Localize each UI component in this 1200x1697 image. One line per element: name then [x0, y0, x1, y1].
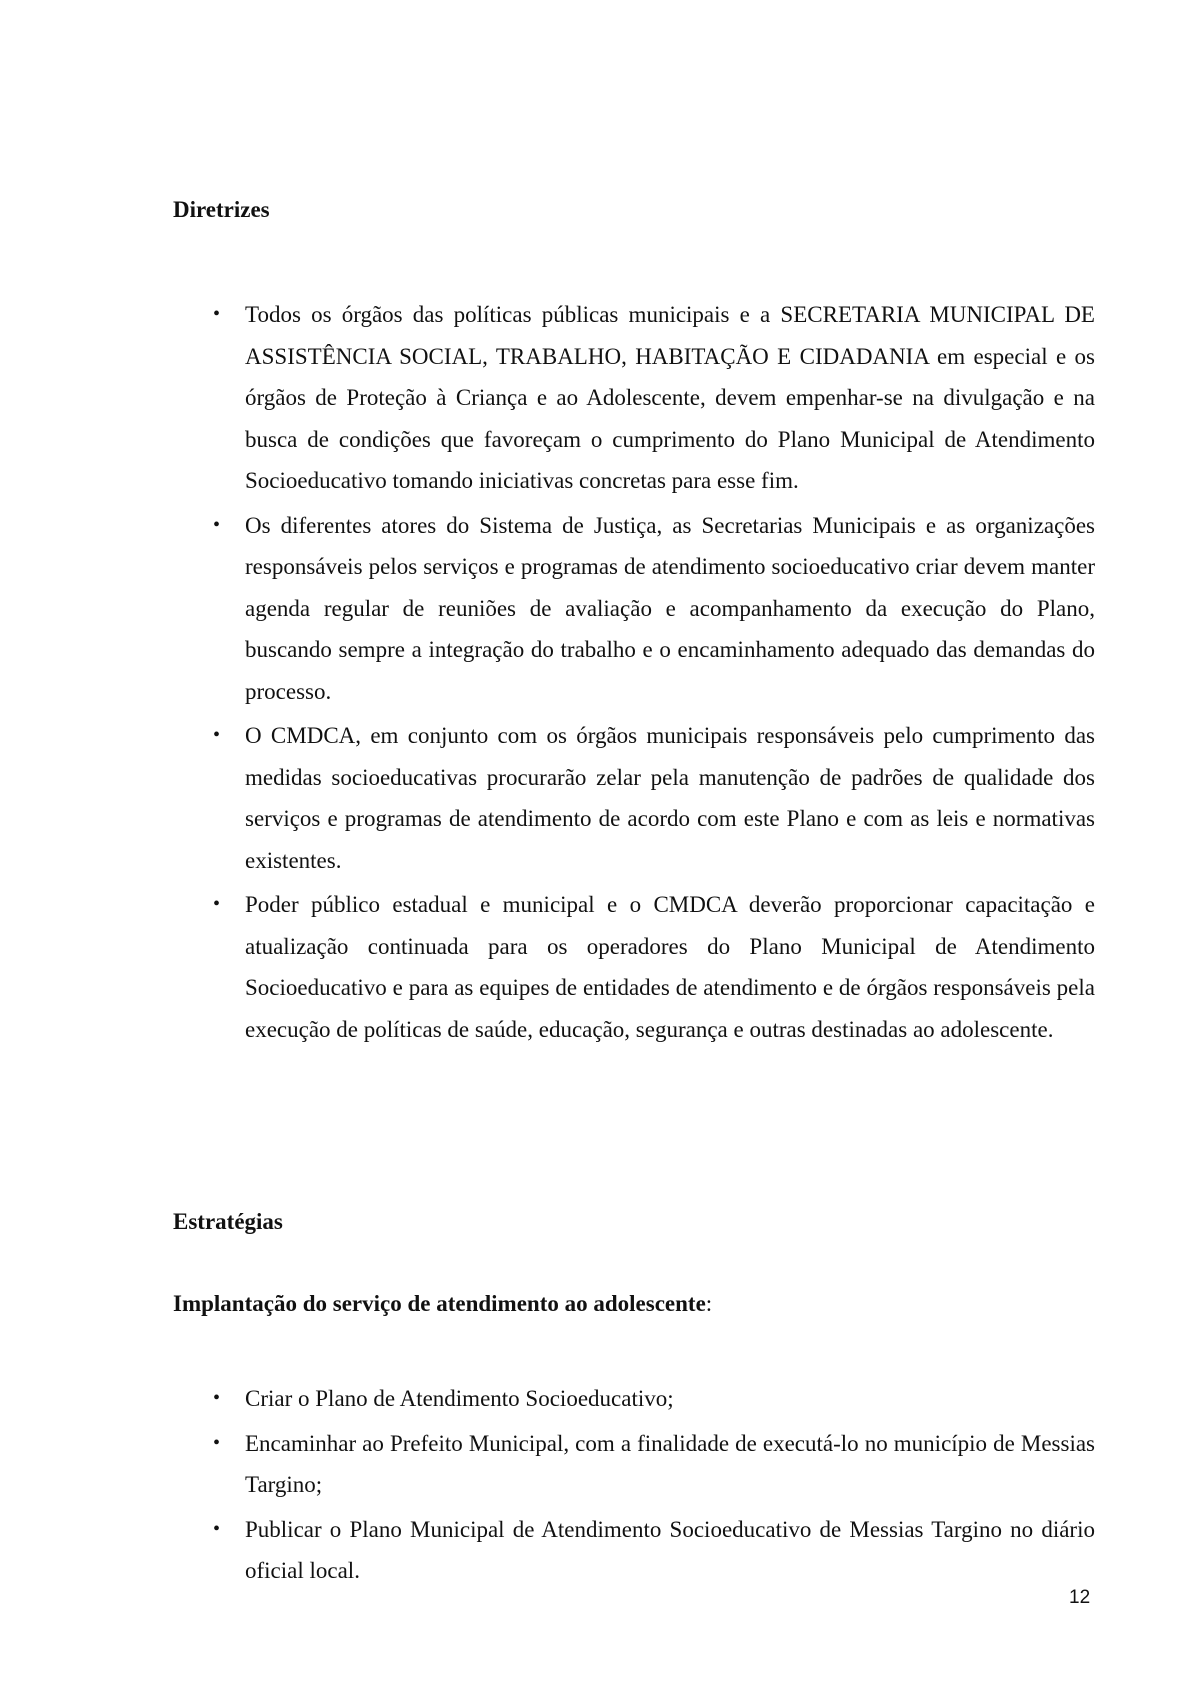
section-heading-estrategias: Estratégias [173, 1209, 283, 1234]
bullet-icon: • [213, 1387, 221, 1409]
list-item-text: Os diferentes atores do Sistema de Justiça, as Secretarias Municipais e as organizações responsáveis pelos serviços e programas de atendimento socioeducativo criar devem manter agenda regular de reuniões de avaliação e acompanhamento da execução do Plano, buscando sempre a integração do trabalho e o encaminhamento adequado das demandas do processo. [245, 512, 1095, 704]
list-item [173, 1378, 1095, 1420]
subsection-heading-text: Implantação do serviço de atendimento ao adolescente [173, 1291, 706, 1316]
list-item-text: Todos os órgãos das políticas públicas municipais e a SECRETARIA MUNICIPAL DE ASSISTÊNCIA SOCIAL, TRABALHO, HABITAÇÃO E CIDADANIA em especial e os órgãos de Proteção à Criança e ao Adolescente, devem empenhar-se na divulgação e na busca de condições que favoreçam o cumprimento do Plano Municipal de Atendimento Socioeducativo tomando iniciativas concretas para esse fim. [245, 302, 1095, 493]
list-item [173, 715, 1095, 881]
bullet-icon: • [213, 303, 221, 325]
list-item-text: O CMDCA, em conjunto com os órgãos municipais responsáveis pelo cumprimento das medidas socioeducativas procurarão zelar pela manutenção de padrões de qualidade dos serviços e programas de atendimento de acordo com este Plano e com as leis e normativas existentes. [245, 723, 1095, 873]
page-number: 12 [1069, 1587, 1091, 1608]
list-item [173, 884, 1095, 1050]
list-item [173, 294, 1095, 502]
list-item [173, 505, 1095, 713]
bullet-icon: • [213, 513, 221, 536]
diretrizes-list [173, 294, 1095, 1053]
subsection-heading-colon: : [705, 1291, 713, 1316]
subsection-heading [173, 1289, 712, 1319]
section-heading-diretrizes: Diretrizes [173, 197, 270, 222]
list-item-text: Criar o Plano de Atendimento Socioeducativo; [245, 1386, 674, 1411]
bullet-icon: • [213, 893, 221, 915]
list-item-text: Poder público estadual e municipal e o CMDCA deverão proporcionar capacitação e atualização continuada para os operadores do Plano Municipal de Atendimento Socioeducativo e para as equipes de entidades de atendimento e de órgãos responsáveis pela execução de políticas de saúde, educação, segurança e outras destinadas ao adolescente. [245, 892, 1095, 1042]
list-item-text: Publicar o Plano Municipal de Atendimento Socioeducativo de Messias Targino no diário oficial local. [245, 1516, 1095, 1583]
bullet-icon: • [213, 1431, 221, 1454]
list-item [173, 1509, 1095, 1592]
list-item [173, 1423, 1095, 1506]
bullet-icon: • [213, 724, 221, 746]
bullet-icon: • [213, 1517, 221, 1540]
estrategias-list [173, 1378, 1095, 1595]
list-item-text: Encaminhar ao Prefeito Municipal, com a finalidade de executá-lo no município de Messias Targino; [245, 1430, 1095, 1497]
